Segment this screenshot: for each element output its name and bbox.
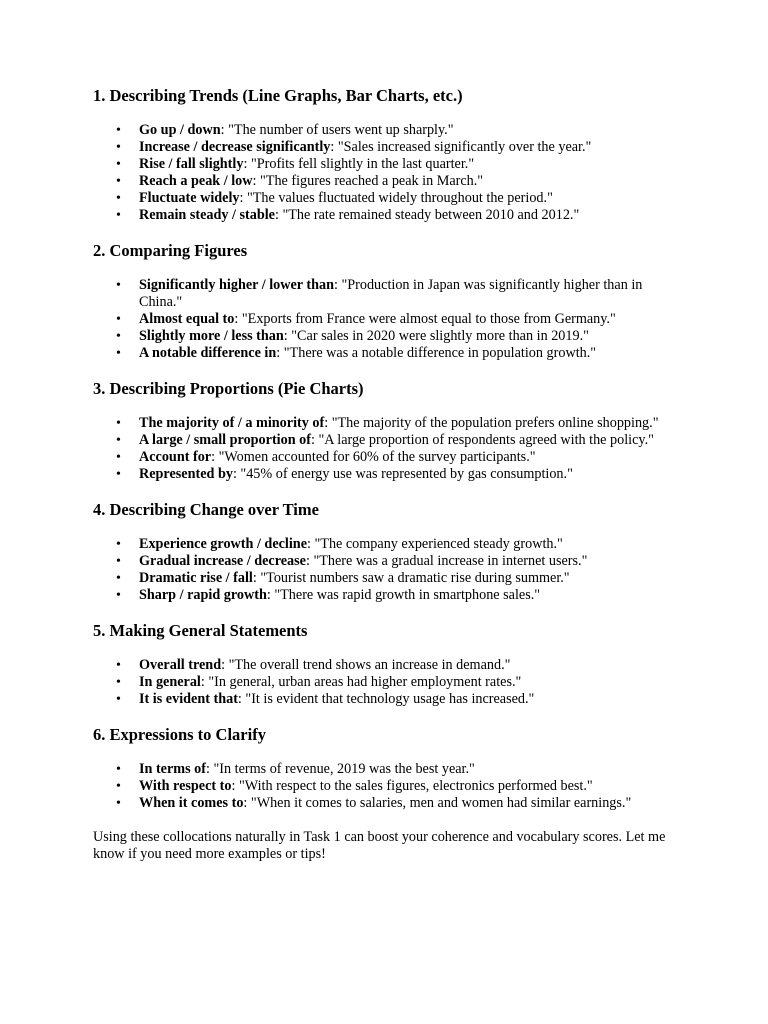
collocation-example: : "The values fluctuated widely throughout the period.": [239, 190, 553, 206]
collocation-term: The majority of / a minority of: [139, 415, 325, 431]
collocation-example: : "The figures reached a peak in March.": [252, 173, 484, 189]
bullet-icon: •: [116, 191, 121, 206]
list-item: [93, 778, 688, 795]
bullet-icon: •: [116, 675, 121, 690]
bullet-list: [93, 536, 688, 604]
bullet-icon: •: [116, 208, 121, 223]
section-heading: 5. Making General Statements: [93, 621, 308, 640]
bullet-icon: •: [116, 571, 121, 586]
bullet-icon: •: [116, 588, 121, 603]
bullet-list: [93, 277, 688, 362]
bullet-icon: •: [116, 123, 121, 138]
list-item: [93, 311, 688, 328]
bullet-icon: •: [116, 779, 121, 794]
collocation-example: : "Car sales in 2020 were slightly more than in 2019.": [283, 328, 589, 344]
list-item: [93, 570, 688, 587]
bullet-icon: •: [116, 312, 121, 327]
collocation-term: With respect to: [139, 778, 232, 794]
collocation-term: Experience growth / decline: [139, 536, 307, 552]
list-item: [93, 449, 688, 466]
collocation-term: Rise / fall slightly: [139, 156, 244, 172]
bullet-list: [93, 122, 688, 224]
bullet-icon: •: [116, 329, 121, 344]
list-item: [93, 674, 688, 691]
collocation-example: : "There was a gradual increase in internet users.": [305, 553, 588, 569]
collocation-example: : "When it comes to salaries, men and women had similar earnings.": [243, 795, 632, 811]
collocation-term: Fluctuate widely: [139, 190, 240, 206]
collocation-term: Slightly more / less than: [139, 328, 284, 344]
collocation-term: A notable difference in: [139, 345, 277, 361]
list-item: [93, 156, 688, 173]
list-item: [93, 466, 688, 483]
bullet-icon: •: [116, 467, 121, 482]
collocation-example: : "There was rapid growth in smartphone sales.": [266, 587, 541, 603]
collocation-example: : "Production in Japan was significantly higher than in China.": [139, 277, 643, 310]
bullet-icon: •: [116, 658, 121, 673]
collocation-example: : "With respect to the sales figures, electronics performed best.": [231, 778, 593, 794]
bullet-icon: •: [116, 692, 121, 707]
list-item: [93, 277, 688, 311]
bullet-icon: •: [116, 796, 121, 811]
collocation-term: Reach a peak / low: [139, 173, 253, 189]
bullet-icon: •: [116, 554, 121, 569]
list-item: [93, 139, 688, 156]
collocation-term: Almost equal to: [139, 311, 235, 327]
bullet-list: [93, 657, 688, 708]
bullet-icon: •: [116, 450, 121, 465]
collocation-example: : "The overall trend shows an increase in demand.": [221, 657, 511, 673]
bullet-icon: •: [116, 762, 121, 777]
collocation-term: Go up / down: [139, 122, 221, 138]
bullet-icon: •: [116, 278, 121, 293]
collocation-term: It is evident that: [139, 691, 238, 707]
bullet-icon: •: [116, 433, 121, 448]
collocation-example: : "It is evident that technology usage has increased.": [237, 691, 535, 707]
collocation-term: Overall trend: [139, 657, 222, 673]
collocation-example: : "Women accounted for 60% of the survey participants.": [211, 449, 536, 465]
list-item: [93, 691, 688, 708]
collocation-term: Significantly higher / lower than: [139, 277, 334, 293]
bullet-icon: •: [116, 346, 121, 361]
list-item: [93, 432, 688, 449]
section-heading: 2. Comparing Figures: [93, 241, 248, 260]
collocation-term: Sharp / rapid growth: [139, 587, 267, 603]
collocation-term: A large / small proportion of: [139, 432, 311, 448]
collocation-term: Remain steady / stable: [139, 207, 275, 223]
collocation-term: In terms of: [139, 761, 206, 777]
section-heading: 1. Describing Trends (Line Graphs, Bar Charts, etc.): [93, 86, 463, 105]
closing-paragraph: Using these collocations naturally in Task 1 can boost your coherence and vocabulary scores. Let me know if you need more examples or tips!: [93, 829, 666, 862]
collocation-example: : "The majority of the population prefers online shopping.": [324, 415, 659, 431]
collocation-example: : "A large proportion of respondents agreed with the policy.": [310, 432, 654, 448]
section-heading: 4. Describing Change over Time: [93, 500, 319, 519]
list-item: [93, 587, 688, 604]
bullet-icon: •: [116, 174, 121, 189]
bullet-icon: •: [116, 537, 121, 552]
bullet-icon: •: [116, 416, 121, 431]
list-item: [93, 328, 688, 345]
section-heading: 3. Describing Proportions (Pie Charts): [93, 379, 364, 398]
list-item: [93, 345, 688, 362]
collocation-example: : "The number of users went up sharply.": [220, 122, 454, 138]
list-item: [93, 795, 688, 812]
collocation-example: : "In terms of revenue, 2019 was the best year.": [205, 761, 475, 777]
list-item: [93, 657, 688, 674]
collocation-example: : "In general, urban areas had higher employment rates.": [200, 674, 522, 690]
list-item: [93, 207, 688, 224]
collocation-term: Gradual increase / decrease: [139, 553, 306, 569]
list-item: [93, 536, 688, 553]
collocation-term: Account for: [139, 449, 212, 465]
list-item: [93, 122, 688, 139]
list-item: [93, 415, 688, 432]
bullet-icon: •: [116, 157, 121, 172]
section-heading: 6. Expressions to Clarify: [93, 725, 266, 744]
bullet-list: [93, 761, 688, 812]
list-item: [93, 553, 688, 570]
collocation-example: : "The rate remained steady between 2010 and 2012.": [274, 207, 580, 223]
bullet-list: [93, 415, 688, 483]
list-item: [93, 173, 688, 190]
collocation-example: : "45% of energy use was represented by gas consumption.": [232, 466, 573, 482]
collocation-example: : "Exports from France were almost equal to those from Germany.": [234, 311, 616, 327]
collocation-term: Represented by: [139, 466, 233, 482]
list-item: [93, 761, 688, 778]
list-item: [93, 190, 688, 207]
collocation-example: : "There was a notable difference in population growth.": [276, 345, 597, 361]
collocation-term: Dramatic rise / fall: [139, 570, 253, 586]
collocation-example: : "The company experienced steady growth.": [307, 536, 563, 552]
collocation-term: In general: [139, 674, 201, 690]
collocation-term: When it comes to: [139, 795, 244, 811]
collocation-example: : "Profits fell slightly in the last quarter.": [243, 156, 475, 172]
collocation-example: : "Sales increased significantly over the year.": [330, 139, 592, 155]
collocation-term: Increase / decrease significantly: [139, 139, 331, 155]
bullet-icon: •: [116, 140, 121, 155]
collocation-example: : "Tourist numbers saw a dramatic rise during summer.": [252, 570, 570, 586]
